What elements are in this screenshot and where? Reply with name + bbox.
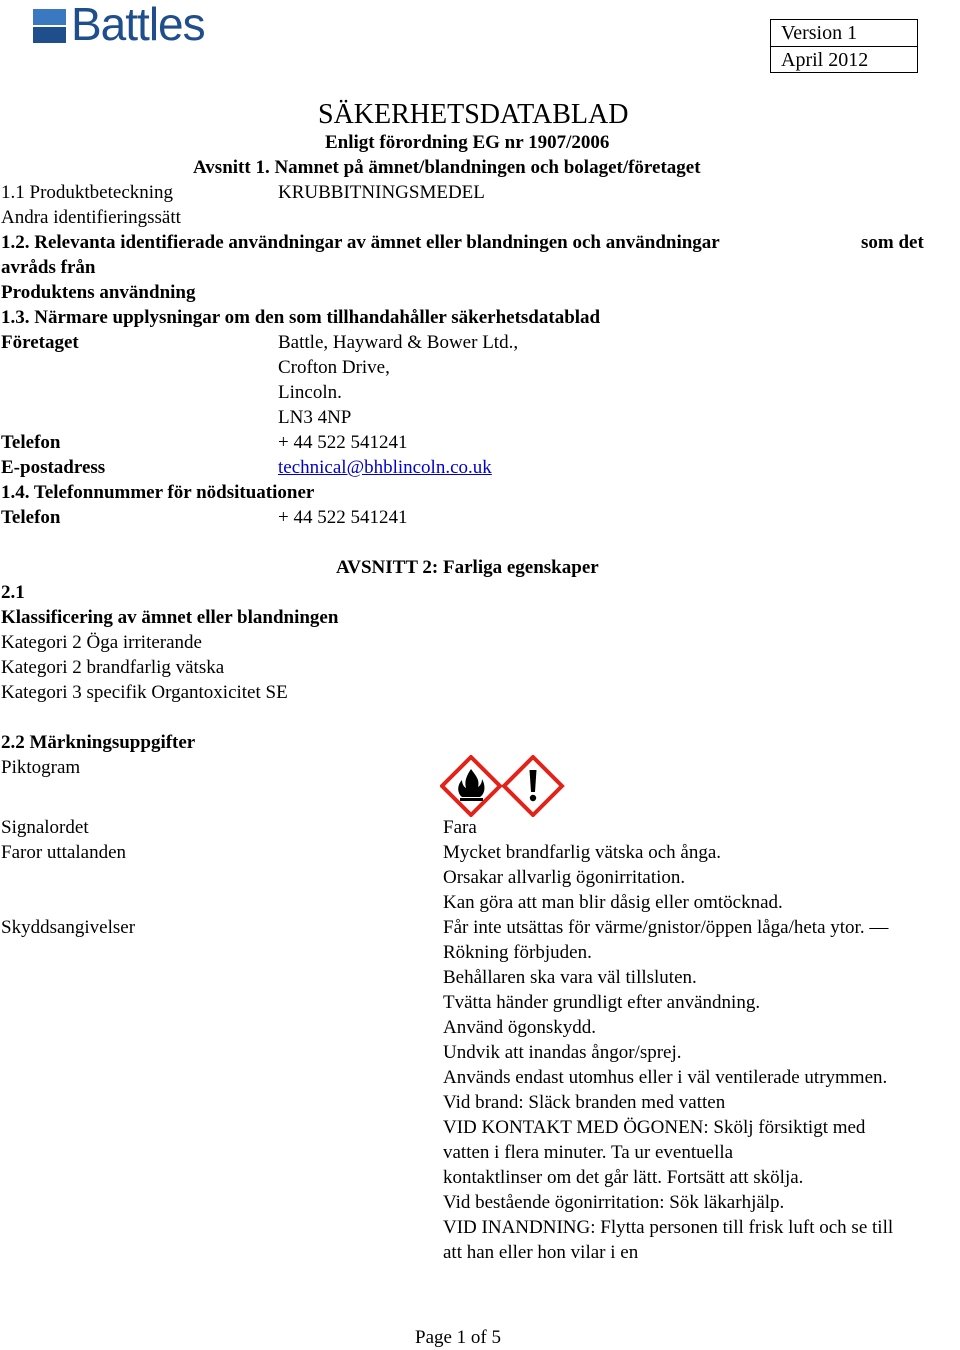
s11-label: 1.1 Produktbeteckning — [1, 182, 174, 203]
s14-heading: 1.4. Telefonnummer för nödsituationer — [1, 482, 315, 503]
precautionary-statement: kontaktlinser om det går lätt. Fortsätt att skölja. — [443, 1167, 804, 1188]
signal-word-label: Signalordet — [1, 817, 89, 838]
precautionary-statement: vatten i flera minuter. Ta ur eventuella — [443, 1142, 734, 1163]
email-label: E-postadress — [1, 457, 106, 478]
email-link[interactable]: technical@bhblincoln.co.uk — [278, 457, 492, 478]
classification-item: Kategori 2 brandfarlig vätska — [1, 657, 225, 678]
hazard-statement: Orsakar allvarlig ögonirritation. — [443, 867, 686, 888]
hazard-statements-label: Faror uttalanden — [1, 842, 127, 863]
precautionary-statement: att han eller hon vilar i en — [443, 1242, 639, 1263]
s21-title: Klassificering av ämnet eller blandningen — [1, 607, 339, 628]
classification-item: Kategori 2 Öga irriterande — [1, 632, 202, 653]
classification-item: Kategori 3 specifik Organtoxicitet SE — [1, 682, 288, 703]
precautionary-statement: Behållaren ska vara väl tillsluten. — [443, 967, 697, 988]
hazard-statement: Mycket brandfarlig vätska och ånga. — [443, 842, 722, 863]
product-use-label: Produktens användning — [1, 282, 196, 303]
hazard-statement: Kan göra att man blir dåsig eller omtöcknad. — [443, 892, 783, 913]
precautionary-statement: Vid bestående ögonirritation: Sök läkarhjälp. — [443, 1192, 785, 1213]
phone-label: Telefon — [1, 432, 61, 453]
logo-text: Battles — [71, 0, 205, 50]
precautionary-statement: Använd ögonskydd. — [443, 1017, 597, 1038]
s11-value: KRUBBITNINGSMEDEL — [278, 182, 485, 203]
s12-heading-cont: avråds från — [1, 257, 96, 278]
hazard-pictograms — [440, 755, 565, 817]
section2-heading: AVSNITT 2: Farliga egenskaper — [336, 557, 599, 578]
precautionary-statement: Undvik att inandas ångor/sprej. — [443, 1042, 682, 1063]
logo-mark-icon — [33, 7, 69, 45]
flame-pictogram-icon — [442, 757, 500, 815]
company-line: Battle, Hayward & Bower Ltd., — [278, 332, 519, 353]
s21-number: 2.1 — [1, 582, 25, 603]
document-subtitle: Enligt förordning EG nr 1907/2006 — [325, 132, 610, 153]
company-line: LN3 4NP — [278, 407, 352, 428]
precautionary-statements-label: Skyddsangivelser — [1, 917, 136, 938]
brand-logo — [33, 0, 213, 50]
precautionary-statement: Vid brand: Släck branden med vatten — [443, 1092, 726, 1113]
version-box — [770, 19, 918, 73]
page-number: Page 1 of 5 — [415, 1327, 502, 1348]
s13-heading: 1.3. Närmare upplysningar om den som tillhandahåller säkerhetsdatablad — [1, 307, 601, 328]
signal-word-value: Fara — [443, 817, 477, 838]
s22-heading: 2.2 Märkningsuppgifter — [1, 732, 196, 753]
precautionary-statement: Tvätta händer grundligt efter användning. — [443, 992, 761, 1013]
other-identification: Andra identifieringssätt — [1, 207, 181, 228]
exclamation-pictogram-icon — [504, 757, 562, 815]
precautionary-statement: Används endast utomhus eller i väl ventilerade utrymmen. — [443, 1067, 888, 1088]
precautionary-statement: VID KONTAKT MED ÖGONEN: Skölj försiktigt med — [443, 1117, 866, 1138]
company-line: Crofton Drive, — [278, 357, 390, 378]
s12-heading: 1.2. Relevanta identifierade användningar av ämnet eller blandningen och användningar — [1, 232, 720, 253]
emergency-phone-value: + 44 522 541241 — [278, 507, 408, 528]
emergency-phone-label: Telefon — [1, 507, 61, 528]
s12-heading-end: som det — [861, 232, 924, 253]
version-label: Version 1 — [781, 22, 858, 44]
precautionary-statement: VID INANDNING: Flytta personen till frisk luft och se till — [443, 1217, 894, 1238]
company-line: Lincoln. — [278, 382, 342, 403]
precautionary-statement: Får inte utsättas för värme/gnistor/öppen låga/heta ytor. — — [443, 917, 889, 938]
section1-heading: Avsnitt 1. Namnet på ämnet/blandningen och bolaget/företaget — [193, 157, 701, 178]
company-label: Företaget — [1, 332, 79, 353]
precautionary-statement: Rökning förbjuden. — [443, 942, 592, 963]
document-title: SÄKERHETSDATABLAD — [318, 99, 629, 130]
version-date: April 2012 — [771, 46, 917, 73]
pictogram-label: Piktogram — [1, 757, 81, 778]
phone-value: + 44 522 541241 — [278, 432, 408, 453]
